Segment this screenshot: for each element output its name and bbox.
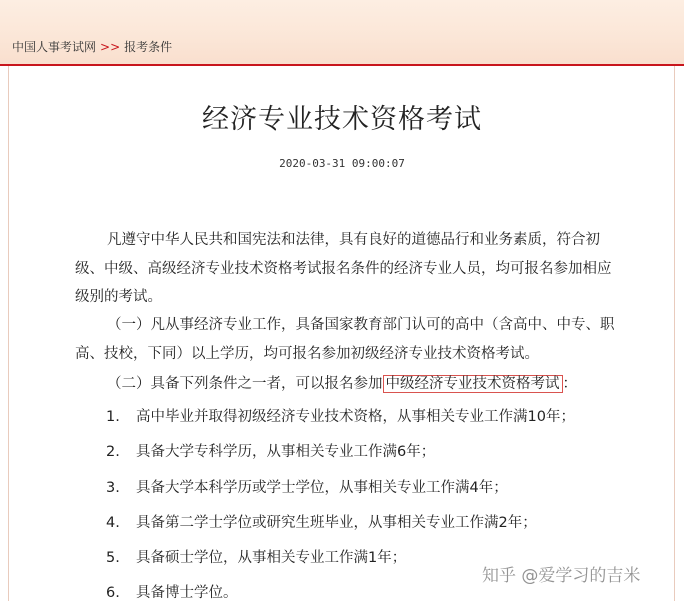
list-item xyxy=(106,512,537,534)
intermediate-condition-paragraph xyxy=(75,370,635,399)
list-item xyxy=(106,406,575,428)
site-header xyxy=(0,0,684,66)
breadcrumb-home-link[interactable]: 中国人事考试网 xyxy=(12,40,97,54)
breadcrumb xyxy=(12,38,172,55)
list-item-text: 高中毕业并取得初级经济专业技术资格，从事相关专业工作满10年； xyxy=(136,409,575,425)
page-title: 经济专业技术资格考试 xyxy=(202,104,482,135)
breadcrumb-current-link[interactable]: 报考条件 xyxy=(124,40,173,54)
intro-paragraph: 凡遵守中华人民共和国宪法和法律，具有良好的道德品行和业务素质，符合初级、中级、高级经济专业技术资格考试报名条件的经济专业人员，均可报名参加相应级别的考试。 xyxy=(75,232,612,305)
publish-date: 2020-03-31 09:00:07 xyxy=(279,157,405,170)
list-item-text: 具备硕士学位，从事相关专业工作满1年； xyxy=(136,550,407,566)
list-item-number: 6. xyxy=(106,585,120,601)
list-item xyxy=(106,477,508,499)
highlighted-exam-name: 中级经济专业技术资格考试 xyxy=(383,375,563,393)
list-item-number: 5. xyxy=(106,550,120,566)
content-border-left xyxy=(8,66,9,601)
list-item-text: 具备第二学士学位或研究生班毕业，从事相关专业工作满2年； xyxy=(136,515,537,531)
list-item-text: 具备大学本科学历或学士学位，从事相关专业工作满4年； xyxy=(136,480,508,496)
list-item-number: 3. xyxy=(106,480,120,496)
breadcrumb-separator: >> xyxy=(100,40,121,54)
list-item-number: 1. xyxy=(106,409,120,425)
list-item xyxy=(106,547,406,569)
list-item-text: 具备博士学位。 xyxy=(136,585,238,601)
list-item-text: 具备大学专科学历，从事相关专业工作满6年； xyxy=(136,444,436,460)
content-border-right xyxy=(674,66,675,601)
intermediate-suffix: ： xyxy=(562,376,577,392)
list-item-number: 4. xyxy=(106,515,120,531)
junior-condition-paragraph: （一）凡从事经济专业工作，具备国家教育部门认可的高中（含高中、中专、职高、技校，下同）以上学历，均可报名参加初级经济专业技术资格考试。 xyxy=(75,317,615,362)
list-item-number: 2. xyxy=(106,444,120,460)
intermediate-prefix: （二）具备下列条件之一者，可以报名参加 xyxy=(107,376,383,392)
zhihu-watermark: 知乎 @爱学习的吉米 xyxy=(482,566,641,586)
list-item xyxy=(106,441,435,463)
